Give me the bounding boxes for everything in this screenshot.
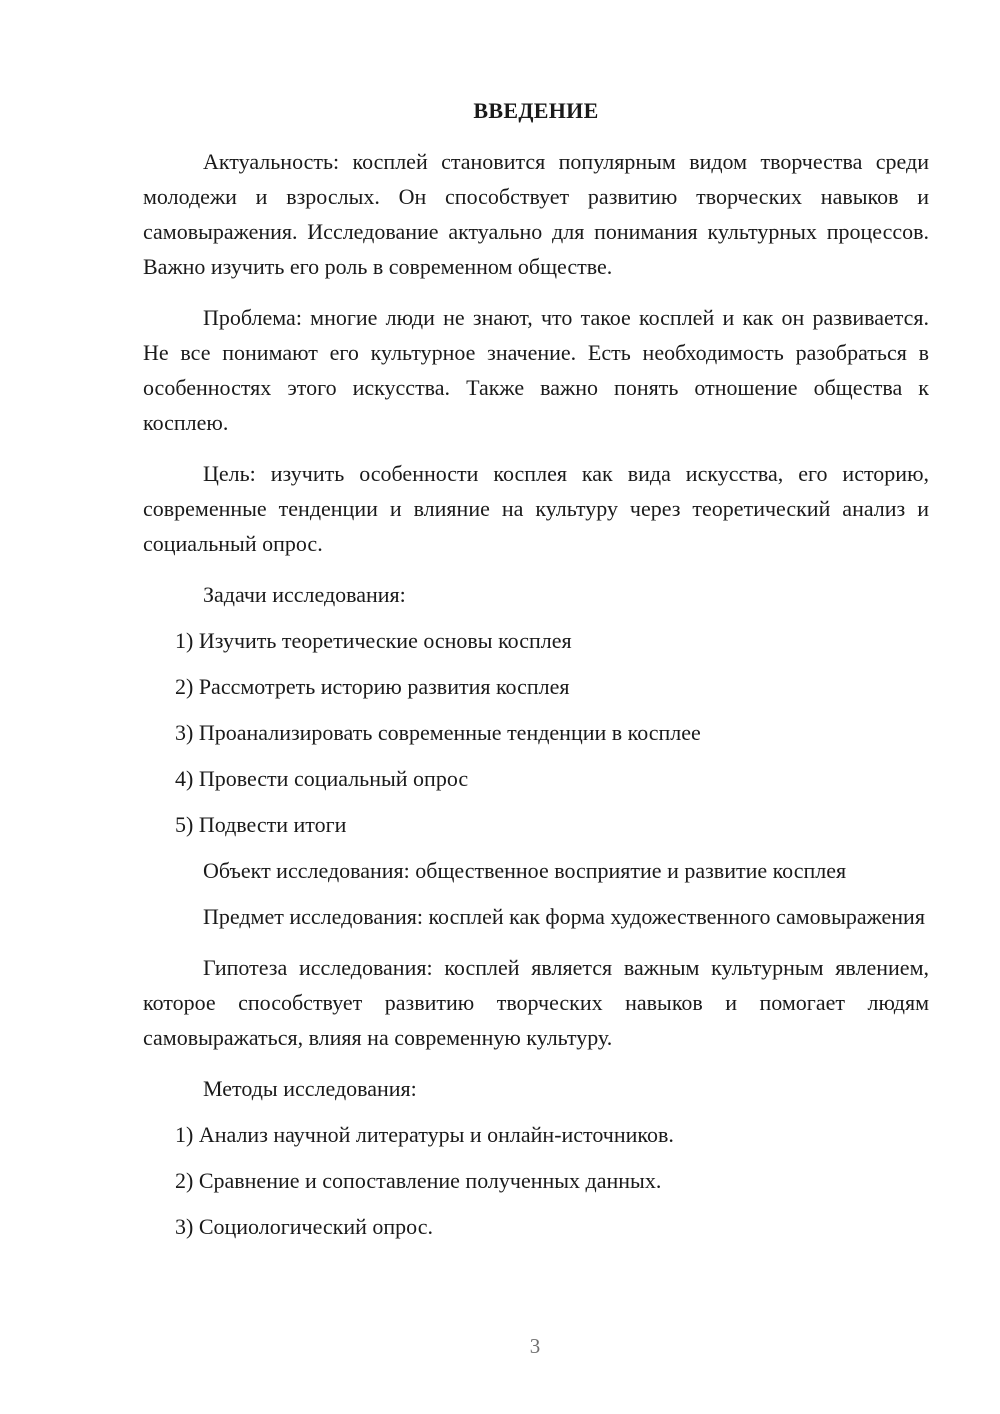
subject-paragraph: Предмет исследования: косплей как форма художественного самовыражения xyxy=(203,904,925,929)
task-item: 2) Рассмотреть историю развития косплея xyxy=(175,674,570,699)
page-title: ВВЕДЕНИЕ xyxy=(473,98,599,123)
method-item: 3) Социологический опрос. xyxy=(175,1214,433,1239)
object-paragraph: Объект исследования: общественное восприятие и развитие косплея xyxy=(203,858,847,883)
task-item: 5) Подвести итоги xyxy=(175,812,347,837)
method-item: 2) Сравнение и сопоставление полученных данных. xyxy=(175,1168,662,1193)
page-content xyxy=(143,96,929,1255)
page-number: 3 xyxy=(529,1334,541,1358)
method-item: 1) Анализ научной литературы и онлайн-источников. xyxy=(175,1122,674,1147)
task-item: 3) Проанализировать современные тенденции в косплее xyxy=(175,720,701,745)
methods-heading: Методы исследования: xyxy=(203,1076,417,1101)
goal-paragraph: Цель: изучить особенности косплея как вида искусства, его историю, современные тенденции и влияние на культуру через теоретический анализ и социальный опрос. xyxy=(143,461,929,556)
methods-list xyxy=(143,1117,929,1244)
tasks-list xyxy=(143,623,929,842)
tasks-heading: Задачи исследования: xyxy=(203,582,406,607)
task-item: 4) Провести социальный опрос xyxy=(175,766,469,791)
problem-paragraph: Проблема: многие люди не знают, что такое косплей и как он развивается. Не все понимают его культурное значение. Есть необходимость разобраться в особенностях этого искусства. Также важно понять отношение общества к косплею. xyxy=(143,305,929,435)
relevance-paragraph: Актуальность: косплей становится популярным видом творчества среди молодежи и взрослых. Он способствует развитию творческих навыков и самовыражения. Исследование актуально для понимания культурных процессов. Важно изучить его роль в современном обществе. xyxy=(143,149,929,279)
task-item: 1) Изучить теоретические основы косплея xyxy=(175,628,572,653)
hypothesis-paragraph: Гипотеза исследования: косплей является важным культурным явлением, которое способствует развитию творческих навыков и помогает людям самовыражаться, влияя на современную культуру. xyxy=(143,955,929,1050)
